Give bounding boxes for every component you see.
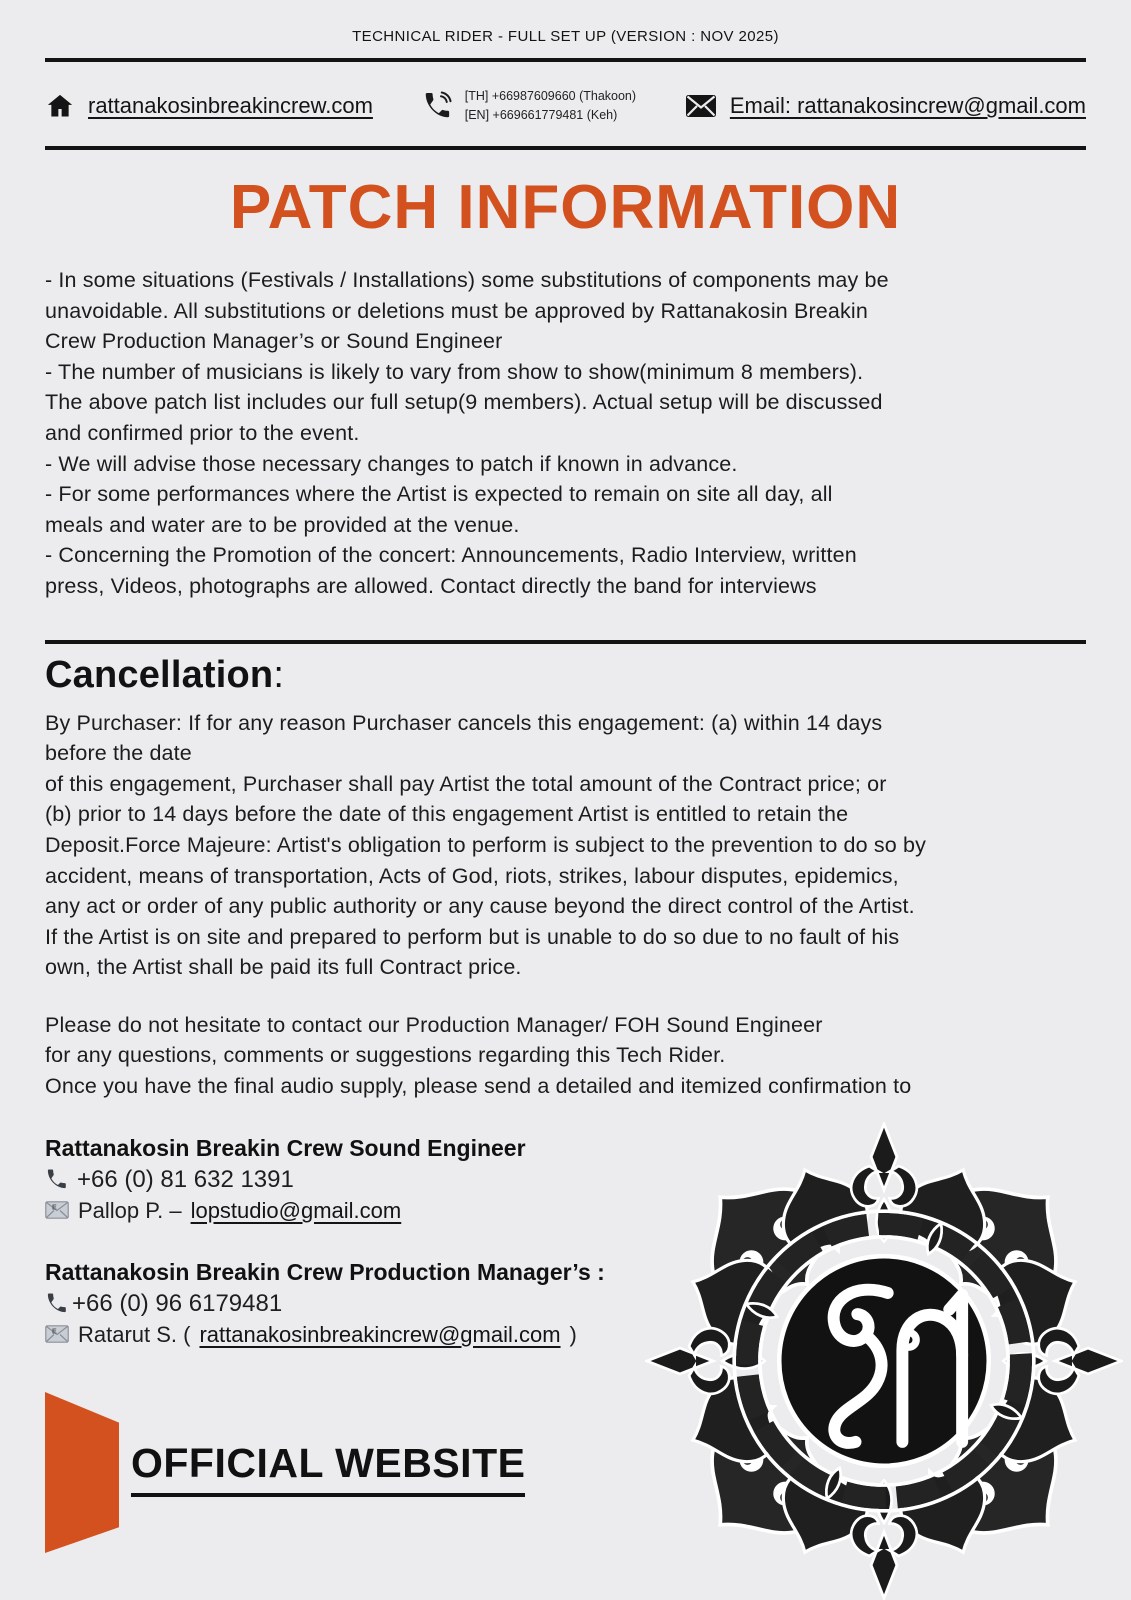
text-line: accident, means of transportation, Acts of God, riots, strikes, labour disputes, epidemics, bbox=[45, 863, 899, 888]
text-line: press, Videos, photographs are allowed. Contact directly the band for interviews bbox=[45, 573, 817, 598]
email-icon bbox=[45, 1201, 69, 1219]
text-line: and confirmed prior to the event. bbox=[45, 420, 360, 445]
phone-line-en: [EN] +669661779481 (Keh) bbox=[464, 108, 618, 122]
phone-icon bbox=[45, 1292, 68, 1315]
phone-line-th: [TH] +66987609660 (Thakoon) bbox=[464, 88, 637, 103]
text-line: of this engagement, Purchaser shall pay Artist the total amount of the Contract price; or bbox=[45, 771, 887, 796]
phone-icon bbox=[422, 91, 452, 121]
text-line: - The number of musicians is likely to vary from show to show(minimum 8 members). bbox=[45, 359, 864, 384]
text-line: - Concerning the Promotion of the concert: Announcements, Radio Interview, written bbox=[45, 543, 857, 568]
envelope-icon bbox=[685, 94, 717, 118]
cancellation-text bbox=[45, 708, 1086, 983]
cancellation-heading-text: Cancellation bbox=[45, 653, 274, 696]
contact-outro-text bbox=[45, 1010, 1086, 1102]
text-line: Once you have the final audio supply, please send a detailed and itemized confirmation to bbox=[45, 1074, 912, 1099]
header-contact-row bbox=[45, 78, 1086, 134]
text-line: Please do not hesitate to contact our Production Manager/ FOH Sound Engineer bbox=[45, 1012, 823, 1037]
text-line: If the Artist is on site and prepared to perform but is unable to do so due to no fault of his bbox=[45, 924, 900, 949]
header-phone-numbers bbox=[465, 87, 636, 126]
text-line: Deposit.Force Majeure: Artist's obligation to perform is subject to the prevention to do so by bbox=[45, 832, 927, 857]
text-line: By Purchaser: If for any reason Purchaser cancels this engagement: (a) within 14 days bbox=[45, 710, 883, 735]
text-line: The above patch list includes our full setup(9 members). Actual setup will be discussed bbox=[45, 390, 883, 415]
official-website-link[interactable]: OFFICIAL WEBSITE bbox=[131, 1440, 525, 1497]
page-title: PATCH INFORMATION bbox=[229, 173, 902, 242]
svg-text:E: E bbox=[52, 1204, 57, 1212]
text-line: - In some situations (Festivals / Installations) some substitutions of components may be bbox=[45, 268, 889, 292]
text-line: meals and water are to be provided at the venue. bbox=[45, 512, 520, 537]
divider-cancellation bbox=[45, 640, 1086, 644]
text-line: (b) prior to 14 days before the date of this engagement Artist is entitled to retain the bbox=[45, 802, 849, 827]
header-phone bbox=[422, 87, 636, 126]
production-manager-contact-name: Ratarut S. ( bbox=[78, 1321, 191, 1347]
divider-top bbox=[45, 58, 1086, 62]
sound-engineer-contact-name: Pallop P. – bbox=[78, 1197, 182, 1223]
website-link[interactable]: rattanakosinbreakincrew.com bbox=[88, 93, 373, 118]
header-email bbox=[685, 93, 1086, 119]
email-link[interactable]: Email: rattanakosincrew@gmail.com bbox=[729, 93, 1086, 118]
production-manager-email-suffix: ) bbox=[569, 1321, 577, 1347]
orange-flag-shape bbox=[45, 1392, 119, 1553]
cancellation-heading bbox=[45, 654, 1086, 697]
home-icon bbox=[45, 92, 75, 120]
phone-icon bbox=[45, 1168, 68, 1191]
cancellation-heading-colon: : bbox=[273, 653, 285, 696]
rattanakosin-breakin-crew-emblem-logo bbox=[645, 1122, 1123, 1600]
text-line: - We will advise those necessary changes to patch if known in advance. bbox=[45, 451, 738, 476]
text-line: unavoidable. All substitutions or deletions must be approved by Rattanakosin Breakin bbox=[45, 298, 868, 323]
document-title: TECHNICAL RIDER - FULL SET UP (VERSION : NOV 2025) bbox=[352, 28, 779, 45]
sound-engineer-phone: +66 (0) 81 632 1391 bbox=[77, 1165, 294, 1193]
sound-engineer-email-link[interactable]: lopstudio@gmail.com bbox=[190, 1197, 402, 1223]
sound-engineer-heading: Rattanakosin Breakin Crew Sound Engineer bbox=[45, 1134, 526, 1161]
text-line: Crew Production Manager’s or Sound Engineer bbox=[45, 329, 503, 354]
email-icon bbox=[45, 1325, 69, 1343]
production-manager-email-link[interactable]: rattanakosinbreakincrew@gmail.com bbox=[199, 1321, 561, 1347]
text-line: - For some performances where the Artist is expected to remain on site all day, all bbox=[45, 482, 833, 507]
text-line: before the date bbox=[45, 741, 192, 766]
divider-header-bottom bbox=[45, 146, 1086, 150]
text-line: own, the Artist shall be paid its full Contract price. bbox=[45, 955, 522, 980]
patch-info-text bbox=[45, 265, 1086, 602]
production-manager-phone: +66 (0) 96 6179481 bbox=[72, 1289, 283, 1317]
text-line: any act or order of any public authority or any cause beyond the direct control of the Artist. bbox=[45, 894, 915, 919]
production-manager-heading: Rattanakosin Breakin Crew Production Manager’s : bbox=[45, 1258, 605, 1285]
text-line: for any questions, comments or suggestions regarding this Tech Rider. bbox=[45, 1043, 726, 1068]
header-website bbox=[45, 92, 373, 120]
svg-text:E: E bbox=[52, 1328, 57, 1336]
